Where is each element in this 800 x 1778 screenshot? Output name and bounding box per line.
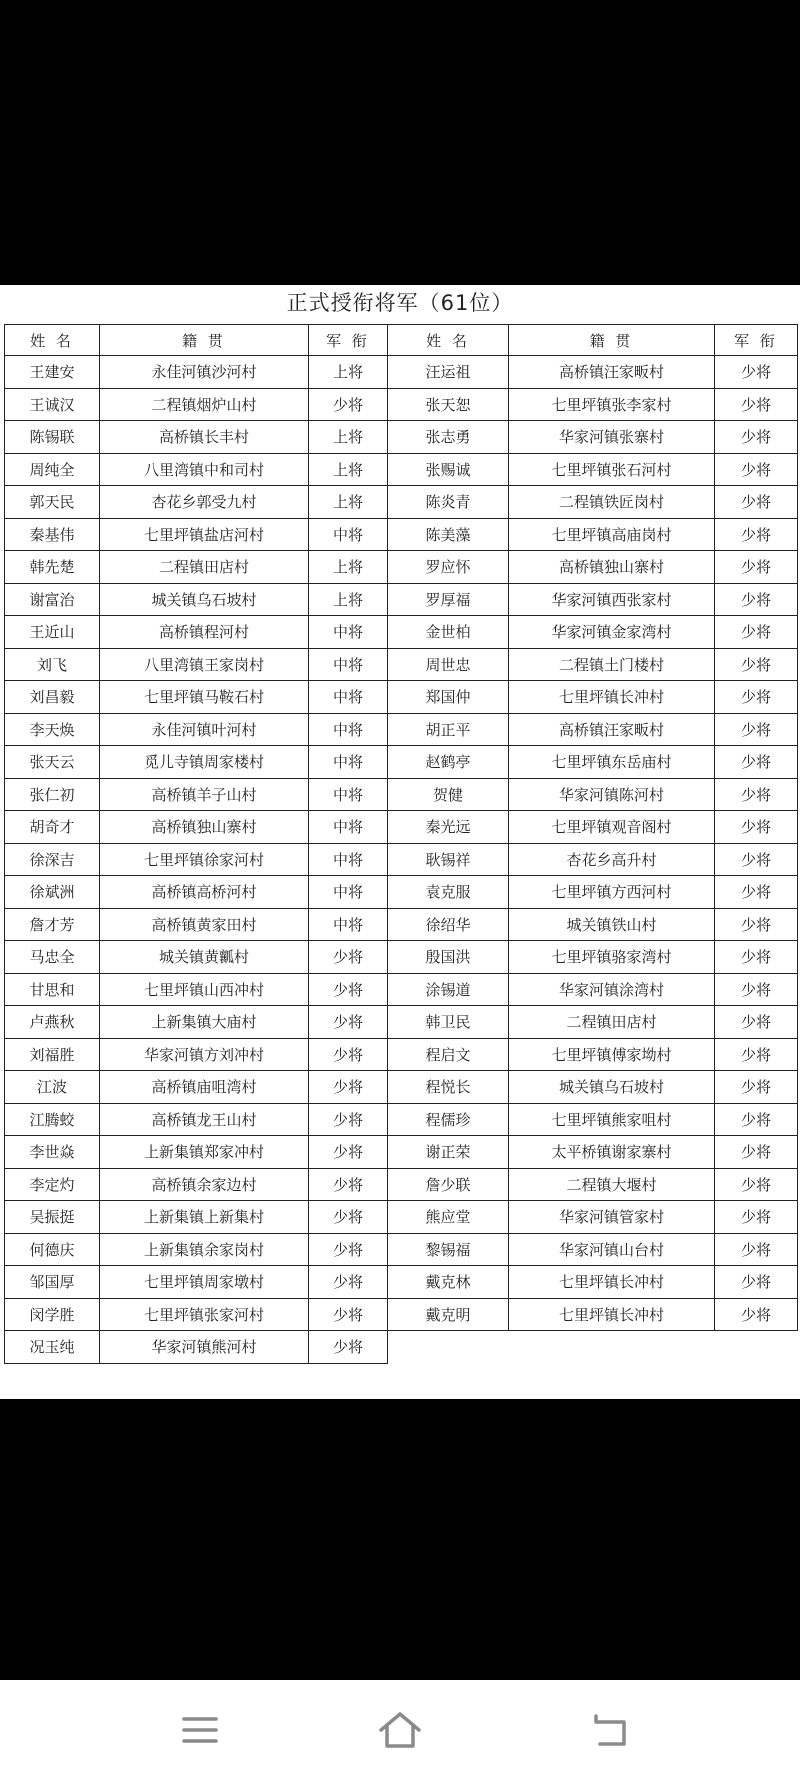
right-rank-cell: 少将 <box>715 843 798 876</box>
document-image <box>0 285 800 1399</box>
table-row <box>5 1298 798 1331</box>
left-origin-cell: 高桥镇程河村 <box>100 616 309 649</box>
table-row <box>5 973 798 1006</box>
left-rank-cell: 少将 <box>309 1071 388 1104</box>
left-rank-cell: 少将 <box>309 1136 388 1169</box>
left-name-cell: 周纯全 <box>5 453 100 486</box>
left-rank-cell: 中将 <box>309 908 388 941</box>
table-row <box>5 1006 798 1039</box>
right-name-cell: 程启文 <box>388 1038 509 1071</box>
right-origin-cell: 七里坪镇东岳庙村 <box>509 746 715 779</box>
header-origin: 籍 贯 <box>509 325 715 356</box>
right-rank-cell: 少将 <box>715 583 798 616</box>
right-rank-cell: 少将 <box>715 681 798 714</box>
left-origin-cell: 八里湾镇王家岗村 <box>100 648 309 681</box>
table-row <box>5 1103 798 1136</box>
right-rank-cell: 少将 <box>715 746 798 779</box>
right-name-cell: 秦光远 <box>388 811 509 844</box>
left-rank-cell: 少将 <box>309 388 388 421</box>
left-origin-cell: 上新集镇上新集村 <box>100 1201 309 1234</box>
right-origin-cell: 二程镇大堰村 <box>509 1168 715 1201</box>
empty-cell <box>388 1331 509 1364</box>
left-name-cell: 王建安 <box>5 356 100 389</box>
left-name-cell: 吴振挺 <box>5 1201 100 1234</box>
right-name-cell: 耿锡祥 <box>388 843 509 876</box>
left-origin-cell: 高桥镇余家边村 <box>100 1168 309 1201</box>
right-rank-cell: 少将 <box>715 941 798 974</box>
document-title: 正式授衔将军（61位） <box>286 291 514 315</box>
right-rank-cell: 少将 <box>715 973 798 1006</box>
left-origin-cell: 七里坪镇山西冲村 <box>100 973 309 1006</box>
right-rank-cell: 少将 <box>715 713 798 746</box>
left-rank-cell: 中将 <box>309 746 388 779</box>
left-rank-cell: 少将 <box>309 1331 388 1364</box>
left-origin-cell: 高桥镇高桥河村 <box>100 876 309 909</box>
left-origin-cell: 上新集镇余家岗村 <box>100 1233 309 1266</box>
table-row <box>5 843 798 876</box>
right-origin-cell: 高桥镇汪家畈村 <box>509 713 715 746</box>
generals-table <box>4 324 798 1364</box>
left-origin-cell: 七里坪镇周家墩村 <box>100 1266 309 1299</box>
header-name: 姓 名 <box>388 325 509 356</box>
table-row <box>5 681 798 714</box>
home-button[interactable] <box>360 1700 440 1760</box>
right-origin-cell: 华家河镇金家湾村 <box>509 616 715 649</box>
right-origin-cell: 七里坪镇张石河村 <box>509 453 715 486</box>
right-rank-cell: 少将 <box>715 616 798 649</box>
left-name-cell: 江波 <box>5 1071 100 1104</box>
right-origin-cell: 太平桥镇谢家寨村 <box>509 1136 715 1169</box>
right-rank-cell: 少将 <box>715 453 798 486</box>
right-rank-cell: 少将 <box>715 778 798 811</box>
empty-cell <box>509 1331 715 1364</box>
right-name-cell: 戴克林 <box>388 1266 509 1299</box>
right-rank-cell: 少将 <box>715 876 798 909</box>
left-origin-cell: 八里湾镇中和司村 <box>100 453 309 486</box>
right-rank-cell: 少将 <box>715 356 798 389</box>
table-row <box>5 908 798 941</box>
left-origin-cell: 二程镇田店村 <box>100 551 309 584</box>
right-name-cell: 程悦长 <box>388 1071 509 1104</box>
left-name-cell: 李定灼 <box>5 1168 100 1201</box>
right-rank-cell: 少将 <box>715 1071 798 1104</box>
table-row <box>5 551 798 584</box>
right-name-cell: 袁克服 <box>388 876 509 909</box>
header-rank: 军 衔 <box>309 325 388 356</box>
left-name-cell: 王诚汉 <box>5 388 100 421</box>
right-name-cell: 程儒珍 <box>388 1103 509 1136</box>
left-rank-cell: 中将 <box>309 778 388 811</box>
left-rank-cell: 少将 <box>309 1168 388 1201</box>
right-name-cell: 罗应怀 <box>388 551 509 584</box>
table-row <box>5 713 798 746</box>
left-rank-cell: 上将 <box>309 421 388 454</box>
right-name-cell: 周世忠 <box>388 648 509 681</box>
right-rank-cell: 少将 <box>715 1038 798 1071</box>
right-origin-cell: 华家河镇涂湾村 <box>509 973 715 1006</box>
left-origin-cell: 高桥镇羊子山村 <box>100 778 309 811</box>
left-name-cell: 刘飞 <box>5 648 100 681</box>
left-origin-cell: 高桥镇长丰村 <box>100 421 309 454</box>
right-origin-cell: 七里坪镇高庙岗村 <box>509 518 715 551</box>
left-origin-cell: 杏花乡郭受九村 <box>100 486 309 519</box>
right-origin-cell: 华家河镇管家村 <box>509 1201 715 1234</box>
right-name-cell: 张志勇 <box>388 421 509 454</box>
right-origin-cell: 七里坪镇熊家咀村 <box>509 1103 715 1136</box>
table-row <box>5 453 798 486</box>
right-name-cell: 戴克明 <box>388 1298 509 1331</box>
right-rank-cell: 少将 <box>715 1168 798 1201</box>
right-rank-cell: 少将 <box>715 1006 798 1039</box>
left-rank-cell: 上将 <box>309 583 388 616</box>
table-row <box>5 1233 798 1266</box>
left-name-cell: 江腾蛟 <box>5 1103 100 1136</box>
left-rank-cell: 中将 <box>309 518 388 551</box>
table-row <box>5 1168 798 1201</box>
table-row <box>5 1331 798 1364</box>
right-rank-cell: 少将 <box>715 1103 798 1136</box>
left-name-cell: 甘思和 <box>5 973 100 1006</box>
table-row <box>5 583 798 616</box>
right-rank-cell: 少将 <box>715 388 798 421</box>
right-origin-cell: 城关镇乌石坡村 <box>509 1071 715 1104</box>
left-rank-cell: 少将 <box>309 1201 388 1234</box>
left-name-cell: 刘福胜 <box>5 1038 100 1071</box>
left-rank-cell: 上将 <box>309 453 388 486</box>
left-rank-cell: 上将 <box>309 356 388 389</box>
right-origin-cell: 七里坪镇长冲村 <box>509 681 715 714</box>
left-rank-cell: 中将 <box>309 616 388 649</box>
table-body <box>5 356 798 1364</box>
left-name-cell: 胡奇才 <box>5 811 100 844</box>
table-row <box>5 778 798 811</box>
left-origin-cell: 华家河镇方刘冲村 <box>100 1038 309 1071</box>
empty-cell <box>715 1331 798 1364</box>
right-name-cell: 詹少联 <box>388 1168 509 1201</box>
left-name-cell: 李天焕 <box>5 713 100 746</box>
left-rank-cell: 上将 <box>309 486 388 519</box>
left-origin-cell: 高桥镇庙咀湾村 <box>100 1071 309 1104</box>
right-origin-cell: 七里坪镇骆家湾村 <box>509 941 715 974</box>
left-origin-cell: 二程镇烟炉山村 <box>100 388 309 421</box>
table-row <box>5 648 798 681</box>
back-icon <box>590 1712 630 1748</box>
left-rank-cell: 少将 <box>309 941 388 974</box>
left-rank-cell: 中将 <box>309 713 388 746</box>
right-name-cell: 汪运祖 <box>388 356 509 389</box>
right-origin-cell: 二程镇铁匠岗村 <box>509 486 715 519</box>
left-name-cell: 邹国厚 <box>5 1266 100 1299</box>
right-rank-cell: 少将 <box>715 1201 798 1234</box>
left-origin-cell: 觅儿寺镇周家楼村 <box>100 746 309 779</box>
right-name-cell: 张赐诚 <box>388 453 509 486</box>
table-row <box>5 1071 798 1104</box>
header-name: 姓 名 <box>5 325 100 356</box>
table-row <box>5 486 798 519</box>
right-origin-cell: 七里坪镇方西河村 <box>509 876 715 909</box>
right-origin-cell: 高桥镇独山寨村 <box>509 551 715 584</box>
right-origin-cell: 七里坪镇长冲村 <box>509 1266 715 1299</box>
back-button[interactable] <box>570 1700 650 1760</box>
right-origin-cell: 七里坪镇张李家村 <box>509 388 715 421</box>
left-rank-cell: 少将 <box>309 1298 388 1331</box>
right-rank-cell: 少将 <box>715 518 798 551</box>
left-rank-cell: 中将 <box>309 648 388 681</box>
right-name-cell: 金世柏 <box>388 616 509 649</box>
left-name-cell: 谢富治 <box>5 583 100 616</box>
left-name-cell: 况玉纯 <box>5 1331 100 1364</box>
left-origin-cell: 城关镇乌石坡村 <box>100 583 309 616</box>
left-name-cell: 闵学胜 <box>5 1298 100 1331</box>
right-rank-cell: 少将 <box>715 486 798 519</box>
right-rank-cell: 少将 <box>715 421 798 454</box>
header-rank: 军 衔 <box>715 325 798 356</box>
header-row <box>5 325 798 356</box>
left-rank-cell: 少将 <box>309 1006 388 1039</box>
right-origin-cell: 二程镇田店村 <box>509 1006 715 1039</box>
left-rank-cell: 上将 <box>309 551 388 584</box>
right-origin-cell: 高桥镇汪家畈村 <box>509 356 715 389</box>
left-rank-cell: 少将 <box>309 973 388 1006</box>
right-name-cell: 胡正平 <box>388 713 509 746</box>
table-row <box>5 1266 798 1299</box>
left-name-cell: 郭天民 <box>5 486 100 519</box>
left-rank-cell: 中将 <box>309 811 388 844</box>
right-origin-cell: 七里坪镇长冲村 <box>509 1298 715 1331</box>
menu-icon <box>180 1713 220 1747</box>
right-rank-cell: 少将 <box>715 1136 798 1169</box>
left-name-cell: 李世焱 <box>5 1136 100 1169</box>
left-name-cell: 詹才芳 <box>5 908 100 941</box>
right-name-cell: 贺健 <box>388 778 509 811</box>
table-row <box>5 876 798 909</box>
left-origin-cell: 永佳河镇叶河村 <box>100 713 309 746</box>
table-row <box>5 421 798 454</box>
left-origin-cell: 高桥镇独山寨村 <box>100 811 309 844</box>
system-nav-bar <box>0 1680 800 1778</box>
left-origin-cell: 上新集镇郑家冲村 <box>100 1136 309 1169</box>
right-name-cell: 罗厚福 <box>388 583 509 616</box>
right-rank-cell: 少将 <box>715 648 798 681</box>
right-name-cell: 谢正荣 <box>388 1136 509 1169</box>
home-icon <box>377 1710 423 1750</box>
left-origin-cell: 七里坪镇张家河村 <box>100 1298 309 1331</box>
right-origin-cell: 七里坪镇傅家坳村 <box>509 1038 715 1071</box>
right-rank-cell: 少将 <box>715 908 798 941</box>
right-rank-cell: 少将 <box>715 811 798 844</box>
right-origin-cell: 二程镇土门楼村 <box>509 648 715 681</box>
left-name-cell: 刘昌毅 <box>5 681 100 714</box>
left-name-cell: 卢燕秋 <box>5 1006 100 1039</box>
right-origin-cell: 华家河镇陈河村 <box>509 778 715 811</box>
left-name-cell: 陈锡联 <box>5 421 100 454</box>
left-origin-cell: 高桥镇黄家田村 <box>100 908 309 941</box>
left-name-cell: 韩先楚 <box>5 551 100 584</box>
right-origin-cell: 七里坪镇观音阁村 <box>509 811 715 844</box>
table-row <box>5 1201 798 1234</box>
right-name-cell: 陈美藻 <box>388 518 509 551</box>
left-origin-cell: 华家河镇熊河村 <box>100 1331 309 1364</box>
left-rank-cell: 少将 <box>309 1266 388 1299</box>
right-name-cell: 熊应堂 <box>388 1201 509 1234</box>
right-name-cell: 黎锡福 <box>388 1233 509 1266</box>
left-rank-cell: 少将 <box>309 1233 388 1266</box>
left-rank-cell: 少将 <box>309 1103 388 1136</box>
left-name-cell: 何德庆 <box>5 1233 100 1266</box>
right-origin-cell: 华家河镇山台村 <box>509 1233 715 1266</box>
left-name-cell: 秦基伟 <box>5 518 100 551</box>
right-origin-cell: 杏花乡高升村 <box>509 843 715 876</box>
left-origin-cell: 城关镇黄瓤村 <box>100 941 309 974</box>
left-name-cell: 马忠全 <box>5 941 100 974</box>
right-rank-cell: 少将 <box>715 1266 798 1299</box>
left-name-cell: 王近山 <box>5 616 100 649</box>
table-row <box>5 1136 798 1169</box>
left-name-cell: 徐斌洲 <box>5 876 100 909</box>
right-name-cell: 郑国仲 <box>388 681 509 714</box>
table-row <box>5 518 798 551</box>
right-name-cell: 张天恕 <box>388 388 509 421</box>
right-name-cell: 徐绍华 <box>388 908 509 941</box>
right-rank-cell: 少将 <box>715 1233 798 1266</box>
menu-button[interactable] <box>160 1700 240 1760</box>
left-name-cell: 张仁初 <box>5 778 100 811</box>
table-row <box>5 388 798 421</box>
left-rank-cell: 中将 <box>309 876 388 909</box>
right-rank-cell: 少将 <box>715 551 798 584</box>
table-row <box>5 616 798 649</box>
left-origin-cell: 七里坪镇徐家河村 <box>100 843 309 876</box>
left-origin-cell: 高桥镇龙王山村 <box>100 1103 309 1136</box>
table-row <box>5 811 798 844</box>
right-name-cell: 涂锡道 <box>388 973 509 1006</box>
right-origin-cell: 华家河镇西张家村 <box>509 583 715 616</box>
left-origin-cell: 永佳河镇沙河村 <box>100 356 309 389</box>
right-name-cell: 赵鹤亭 <box>388 746 509 779</box>
left-origin-cell: 七里坪镇马鞍石村 <box>100 681 309 714</box>
left-rank-cell: 中将 <box>309 843 388 876</box>
left-name-cell: 张天云 <box>5 746 100 779</box>
left-origin-cell: 七里坪镇盐店河村 <box>100 518 309 551</box>
left-rank-cell: 少将 <box>309 1038 388 1071</box>
right-name-cell: 陈炎青 <box>388 486 509 519</box>
table-row <box>5 1038 798 1071</box>
left-rank-cell: 中将 <box>309 681 388 714</box>
right-origin-cell: 华家河镇张寨村 <box>509 421 715 454</box>
table-row <box>5 941 798 974</box>
right-rank-cell: 少将 <box>715 1298 798 1331</box>
right-name-cell: 殷国洪 <box>388 941 509 974</box>
left-name-cell: 徐深吉 <box>5 843 100 876</box>
left-origin-cell: 上新集镇大庙村 <box>100 1006 309 1039</box>
table-row <box>5 746 798 779</box>
right-origin-cell: 城关镇铁山村 <box>509 908 715 941</box>
header-origin: 籍 贯 <box>100 325 309 356</box>
table-row <box>5 356 798 389</box>
right-name-cell: 韩卫民 <box>388 1006 509 1039</box>
